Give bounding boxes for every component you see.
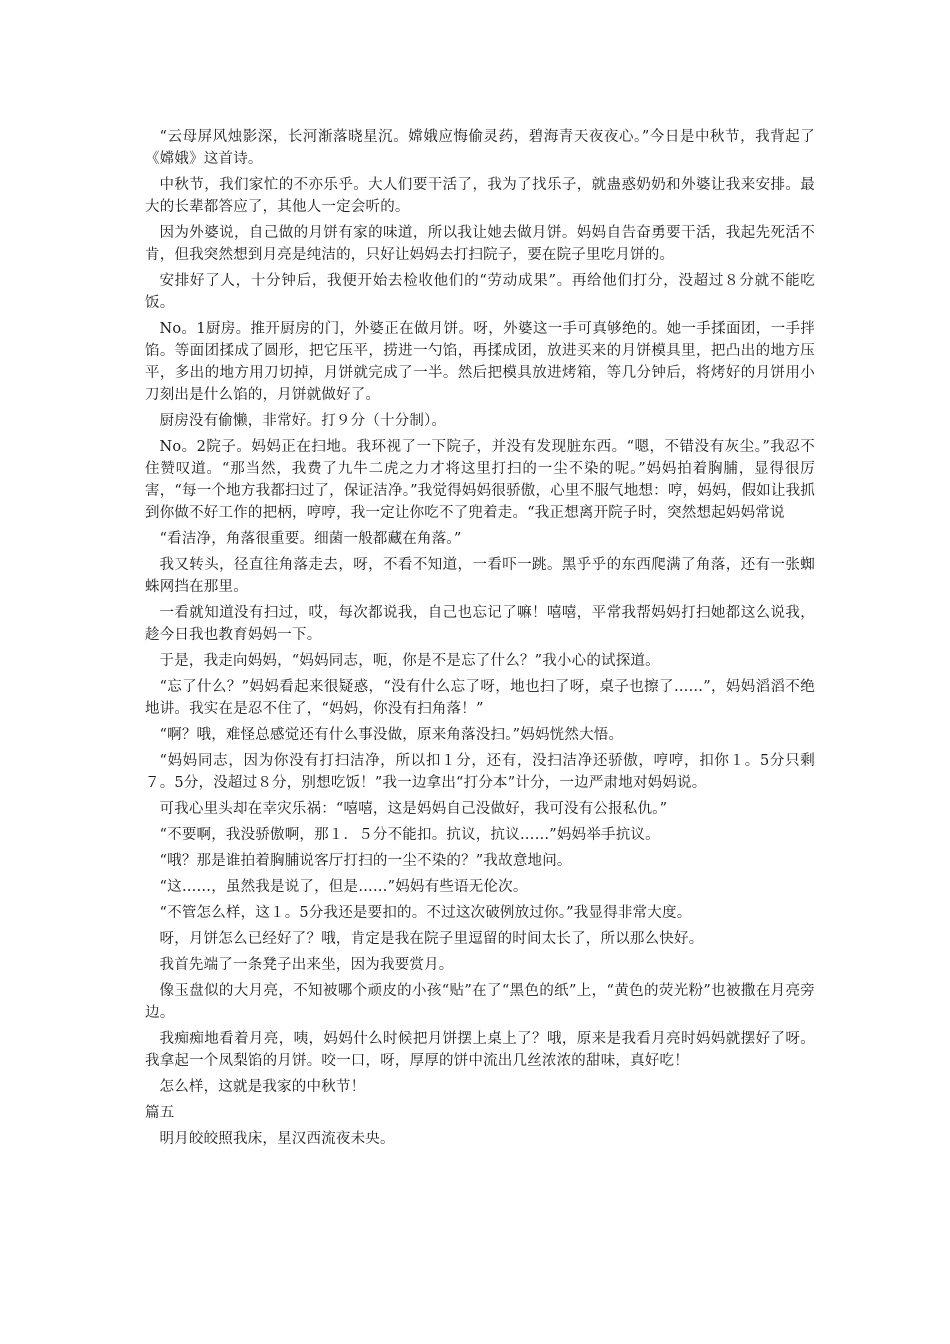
paragraph-kitchen-score: 厨房没有偷懒，非常好。打９分（十分制）。 — [159, 413, 447, 429]
paragraph-ask-mom: 于是，我走向妈妈，“妈妈同志，呃，你是不是忘了什么？”我小心的试探道。 — [159, 653, 660, 669]
paragraph-generous: “不管怎么样，这１。5分我还是要扣的。不过这次破例放过你。”我显得非常大度。 — [159, 905, 692, 921]
paragraph-kitchen: No。1厨房。推开厨房的门，外婆正在做月饼。呀，外婆这一手可真够绝的。她一手揉面团，一手拌馅。等面团揉成了圆形，把它压平，捞进一勺馅，再揉成团，放进买来的月饼模具里，把凸出的地方压平，多出的地方用刀切掉，月饼就完成了一半。然后把模具放进烤箱，等几分钟后，将烤好的月饼用小刀刻出是什么馅的，月饼就做好了。 — [145, 321, 815, 403]
paragraph-final-poem: 明月皎皎照我床，星汉西流夜未央。 — [159, 1131, 395, 1147]
document-body — [145, 126, 815, 1154]
paragraph-yard: No。2院子。妈妈正在扫地。我环视了一下院子，并没有发现脏东西。“嗯，不错没有灰尘。”我忍不住赞叹道。“那当然，我费了九牛二虎之力才将这里打扫的一尘不染的呢。”妈妈拍着胸脯，显得很厉害，“每一个地方我都扫过了，保证洁净。”我觉得妈妈很骄傲，心里不服气地想：哼，妈妈，假如让我抓到你做不好工作的把柄，哼哼，我一定让你吃不了兜着走。“我正想离开院子时，突然想起妈妈常说 — [145, 439, 815, 521]
paragraph-conclusion: 怎么样，这就是我家的中秋节！ — [159, 1079, 366, 1095]
section-heading: 篇五 — [145, 1105, 175, 1121]
paragraph-mom-protest: “不要啊，我没骄傲啊，那１．５分不能扣。抗议，抗议……”妈妈举手抗议。 — [159, 827, 660, 843]
paragraph-stool: 我首先端了一条凳子出来坐，因为我要赏月。 — [159, 957, 454, 973]
paragraph-tease: “哦？那是谁拍着胸脯说客厅打扫的一尘不染的？”我故意地问。 — [159, 853, 572, 869]
paragraph-corner-quote: “看洁净，角落很重要。细菌一般都藏在角落。” — [159, 531, 462, 547]
paragraph-mooncake-ready: 呀，月饼怎么已经好了？哦，肯定是我在院子里逗留的时间太长了，所以那么快好。 — [159, 931, 704, 947]
paragraph-corner-found: 我又转头，径直往角落走去，呀，不看不知道，一看吓一跳。黑乎乎的东西爬满了角落，还有一张蜘蛛网挡在那里。 — [145, 557, 815, 595]
paragraph-mom-realizes: “啊？哦，难怪总感觉还有什么事没做，原来角落没扫。”妈妈恍然大悟。 — [159, 727, 624, 743]
paragraph-eat-mooncake: 我痴痴地看着月亮，咦，妈妈什么时候把月饼摆上桌上了？哦，原来是我看月亮时妈妈就摆好了呀。我拿起一个凤梨馅的月饼。咬一口，呀，厚厚的饼中流出几丝浓浓的甜味，真好吃！ — [145, 1031, 815, 1069]
paragraph-inspection-plan: 安排好了人，十分钟后，我便开始去检收他们的“劳动成果”。再给他们打分，没超过８分就不能吃饭。 — [145, 273, 815, 311]
paragraph-mom-confused: “忘了什么？”妈妈看起来很疑惑，“没有什么忘了呀，地也扫了呀，桌子也擦了……”，妈妈滔滔不绝地讲。我实在是忍不住了，“妈妈，你没有扫角落！” — [145, 679, 815, 717]
paragraph-moon: 像玉盘似的大月亮，不知被哪个顽皮的小孩“贴”在了“黑色的纸”上，“黄色的荧光粉”也被撒在月亮旁边。 — [145, 983, 815, 1021]
paragraph-deduct-score: “妈妈同志，因为你没有打扫洁净，所以扣１分，还有，没扫洁净还骄傲，哼哼，扣你１。5分只剩７。5分，没超过８分，别想吃饭！”我一边拿出“打分本”计分，一边严肃地对妈妈说。 — [145, 753, 815, 791]
paragraph-poem-intro: “云母屏风烛影深，长河渐落晓星沉。嫦娥应悔偷灵药，碧海青天夜夜心。”今日是中秋节，我背起了《嫦娥》这首诗。 — [145, 129, 815, 167]
paragraph-not-swept: 一看就知道没有扫过，哎，每次都说我，自己也忘记了嘛！嘻嘻，平常我帮妈妈打扫她都这么说我，趁今日我也教育妈妈一下。 — [145, 605, 815, 643]
paragraph-festival-busy: 中秋节，我们家忙的不亦乐乎。大人们要干活了，我为了找乐子，就蛊惑奶奶和外婆让我来安排。最大的长辈都答应了，其他人一定会听的。 — [145, 177, 815, 215]
paragraph-mom-speechless: “这……，虽然我是说了，但是……”妈妈有些语无伦次。 — [159, 879, 528, 895]
paragraph-gloat: 可我心里头却在幸灾乐祸：“嘻嘻，这是妈妈自己没做好，我可没有公报私仇。” — [159, 801, 668, 817]
paragraph-grandma-mooncake: 因为外婆说，自己做的月饼有家的味道，所以我让她去做月饼。妈妈自告奋勇要干活，我起先死活不肯，但我突然想到月亮是纯洁的，只好让妈妈去打扫院子，要在院子里吃月饼的。 — [145, 225, 815, 263]
